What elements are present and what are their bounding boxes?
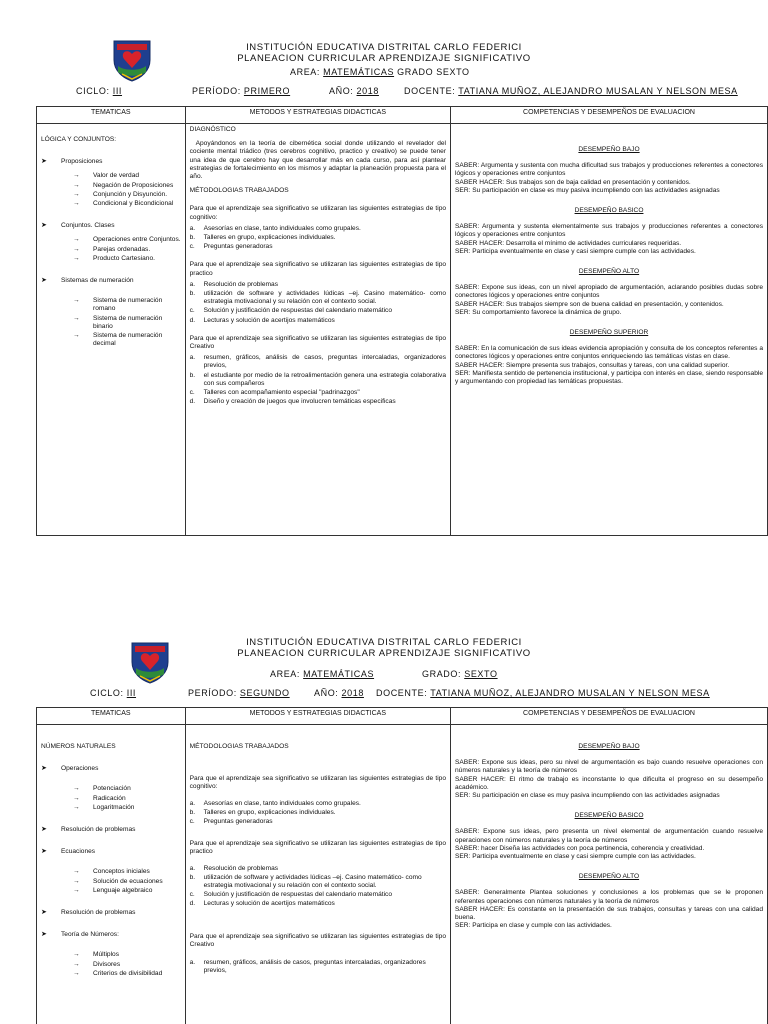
performance-line: SER: Su participación en clase es muy pasiva incumpliendo con las actividades asignadas [455,186,720,194]
performance-line: SER: Participa en clase y cumple con las actividades. [455,922,612,930]
area-row: AREA: MATEMÁTICAS [270,669,375,679]
metodos-cell [185,124,450,536]
strategy-item: a. resumen, gráficos, análisis de casos, preguntas intercaladas, organizadores previos, [189,959,426,975]
performance-title: DESEMPEÑO BASICO [574,812,644,820]
period-field: PERÍODO: PRIMERO [192,86,291,96]
topic-group: ➤ Resolución de problemas [41,826,181,834]
performance-line: SABER HACER: El ritmo de trabajo es inconstante lo que dificulta el progreso en su desempeño académico. [455,775,763,791]
strategy-item: c. Solución y justificación de respuestas del calendario matemático [189,891,393,899]
grade-value: GRADO SEXTO [397,67,470,77]
cycle-field: CICLO: III [90,688,137,698]
col-header-competencias: COMPETENCIAS Y DESEMPEÑOS DE EVALUACION [451,107,768,124]
strategy-item: a. resumen, gráficos, análisis de casos, preguntas intercaladas, organizadores previos, [189,354,447,370]
teacher-value: TATIANA MUÑOZ, ALEJANDRO MUSALAN Y NELSON MESA [458,86,738,96]
performance-line: SER: Su participación en clase es muy pasiva incumpliendo con las actividades asignadas [455,792,720,800]
year-field: AÑO: 2018 [314,688,364,698]
period-field: PERÍODO: SEGUNDO [188,688,290,698]
year-value: 2018 [341,688,364,698]
topic-item: → Negación de Proposiciones [73,182,181,190]
performance-line: SABER HACER: Desarrolla el mínimo de actividades curriculares requeridas. [455,239,682,247]
performance-line: SABER HACER: Siempre presenta sus trabajos, consultas y tareas, con una calidad superior. [455,361,730,369]
performance-line: SER: Su comportamiento favorece la dinámica de grupo. [455,308,622,316]
planning-page-2 [0,590,768,1024]
tematicas-cell [37,124,186,536]
topic-item: → Radicación [73,795,181,803]
performance-line: SER: Manifiesta sentido de pertenencia institucional, y participa con interés en clase, siendo responsable y argumentando con propiedad las temáticas propuestas. [455,369,763,386]
strategy-item: b. Talleres en grupo, explicaciones individuales. [189,808,336,816]
diagnostic-title: DIAGNÓSTICO [189,126,236,133]
plan-title: PLANEACION CURRICULAR APRENDIZAJE SIGNIFICATIVO [237,648,531,659]
topic-item: → Sistema de numeración decimal [73,332,181,348]
performance-line: SABER: En la comunicación de sus ideas evidencia apropiación y consulta de los conceptos referentes a conectores lógicos y operaciones entre conjuntos enriqueciendo las temáticas vistas en clase. [455,345,763,361]
topic-item: → Operaciones entre Conjuntos. [73,236,181,244]
strategy-intro: Para que el aprendizaje sea significativo se utilizaran las siguientes estrategias de tipo practico [189,261,447,277]
performance-title: DESEMPEÑO ALTO [578,268,640,276]
curriculum-table-2 [36,707,768,1024]
col-header-tematicas: TEMATICAS [37,107,186,124]
topic-item: → Criterios de divisibilidad [73,970,181,978]
topic-group: ➤ Operaciones → Potenciación → Radicación → Logaritmación [41,765,181,812]
performance-line: SER: Participa eventualmente en clase y casi siempre cumple con las actividades. [455,247,696,255]
strategy-item: d. Lecturas y solución de acertijos matemáticos [189,316,335,324]
col-header-competencias: COMPETENCIAS Y DESEMPEÑOS DE EVALUACION [451,708,768,725]
topic-item: → Divisores [73,961,181,969]
strategy-item: a. Asesorías en clase, tanto individuales como grupales. [189,799,361,807]
period-value: PRIMERO [243,86,291,96]
performance-title: DESEMPEÑO ALTO [578,873,640,881]
performance-line: SABER: Argumenta y sustenta elementalmente sus trabajos y producciones referentes a conectores lógicos y operaciones entre conjuntos [455,223,763,239]
performance-title: DESEMPEÑO BAJO [578,146,640,153]
strategy-item: c. Preguntas generadoras [189,818,273,826]
strategy-item: c. Preguntas generadoras [189,243,273,251]
performance-line: SABER: hacer Diseña las actividades con poca pertinencia, coherencia y creatividad. [455,844,705,852]
topic-item: → Conceptos iniciales [73,868,181,876]
strategy-item: a. Resolución de problemas [189,864,279,872]
strategy-item: d. Diseño y creación de juegos que involucren temáticas especificas [189,398,396,406]
performance-line: SABER: Expone sus ideas, pero presenta un nivel elemental de argumentación cuando resuelve operaciones con números naturales y la teoría de números [455,828,763,844]
performance-line: SABER HACER: Sus trabajos siempre son de buena calidad en presentación, y contenidos. [455,300,724,308]
area-value: MATEMÁTICAS [323,67,395,77]
performance-line: SABER HACER: Es constante en la presentación de sus trabajos, consultas y tareas con una calidad buena. [455,905,763,922]
topic-item: → Sistema de numeración romano [73,297,181,313]
topic-title: NÚMEROS NATURALES [41,743,116,750]
strategy-item: b. el estudiante por medio de la retroalimentación genera una estrategia colaborativa con sus compañeros [189,371,447,387]
topic-item: → Conjunción y Disyunción. [73,191,181,199]
topic-group: ➤ Conjuntos. Clases → Operaciones entre Conjuntos. → Parejas ordenadas. → Producto Cartesiano. [41,222,181,263]
topic-item: → Lenguaje algebraico [73,887,181,895]
topic-item: → Logaritmación [73,804,181,812]
topic-item: → Sistema de numeración binario [73,315,181,331]
strategy-intro: Para que el aprendizaje sea significativo se utilizaran las siguientes estrategias de tipo practico [189,840,447,856]
topic-group: ➤ Ecuaciones → Conceptos iniciales → Solución de ecuaciones → Lenguaje algebraico [41,848,181,895]
performance-line: SABER: Expone sus ideas, con un nivel apropiado de argumentación, aclarando posibles dudas sobre conectores lógicos y operaciones entre conjuntos [455,284,763,300]
cycle-value: III [126,688,137,698]
grade-field: GRADO: SEXTO [422,669,498,679]
institution-name: INSTITUCIÓN EDUCATIVA DISTRITAL CARLO FEDERICI [246,42,522,53]
teacher-field: DOCENTE: TATIANA MUÑOZ, ALEJANDRO MUSALAN Y NELSON MESA [376,688,710,698]
competencias-cell [451,725,768,1024]
strategy-item: a. Resolución de problemas [189,280,279,288]
competencias-cell [451,124,768,536]
teacher-field: DOCENTE: TATIANA MUÑOZ, ALEJANDRO MUSALAN Y NELSON MESA [404,86,738,96]
performance-line: SER: Participa eventualmente en clase y casi siempre cumple con las actividades. [455,853,696,861]
topic-item: → Condicional y Bicondicional [73,200,181,208]
topic-item: → Múltiplos [73,951,181,959]
col-header-metodos: METODOS Y ESTRATEGIAS DIDACTICAS [185,107,450,124]
strategy-item: b. utilización de software y actividades lúdicas –ej. Casino matemático- como estrategia motivacional y su relación con el contexto social. [189,290,447,306]
plan-title: PLANEACION CURRICULAR APRENDIZAJE SIGNIFICATIVO [237,53,531,64]
col-header-tematicas: TEMATICAS [37,708,186,725]
strategy-item: d. Lecturas y solución de acertijos matemáticos [189,900,335,908]
institution-name: INSTITUCIÓN EDUCATIVA DISTRITAL CARLO FEDERICI [246,637,522,648]
tematicas-cell [37,725,186,1024]
year-value: 2018 [356,86,379,96]
metodos-cell [185,725,450,1024]
cycle-field: CICLO: III [76,86,123,96]
topic-item: → Parejas ordenadas. [73,246,181,254]
performance-line: SABER: Generalmente Plantea soluciones y conclusiones a los problemas que se le proponen referentes operaciones con números naturales y la teoría de números [455,889,763,905]
col-header-metodos: METODOS Y ESTRATEGIAS DIDACTICAS [185,708,450,725]
strategy-intro: Para que el aprendizaje sea significativo se utilizaran las siguientes estrategias de tipo cognitivo: [189,205,447,221]
methodology-title: MÉTODOLOGIAS TRABAJADOS [189,743,289,750]
topic-group: ➤ Teoría de Números: → Múltiplos → Divisores → Criterios de divisibilidad [41,931,181,978]
strategy-intro: Para que el aprendizaje sea significativo se utilizaran las siguientes estrategias de tipo cognitivo: [189,775,447,791]
curriculum-table-1 [36,106,768,536]
strategy-item: a. Asesorías en clase, tanto individuales como grupales. [189,224,361,232]
period-value: SEGUNDO [239,688,290,698]
topic-item: → Potenciación [73,785,181,793]
performance-title: DESEMPEÑO BAJO [578,743,640,750]
performance-title: DESEMPEÑO SUPERIOR [569,329,649,337]
area-row: AREA: MATEMÁTICAS GRADO SEXTO [290,67,470,77]
performance-line: SABER: Argumenta y sustenta con mucha dificultad sus trabajos y producciones referentes a conectores lógicos y operaciones entre conjuntos [455,162,763,178]
strategy-intro: Para que el aprendizaje sea significativo se utilizaran las siguientes estrategias de tipo Creativo [189,932,447,948]
topic-title: LÓGICA Y CONJUNTOS: [41,136,117,143]
strategy-item: b. Talleres en grupo, explicaciones individuales. [189,234,336,242]
methodology-title: MÉTODOLOGIAS TRABAJADOS [189,187,289,195]
topic-group: ➤ Resolución de problemas [41,909,181,917]
strategy-intro: Para que el aprendizaje sea significativo se utilizaran las siguientes estrategias de tipo Creativo [189,334,447,351]
cycle-value: III [112,86,123,96]
topic-group: ➤ Sistemas de numeración → Sistema de numeración romano → Sistema de numeración binario → Sistema de numeración decimal [41,277,181,348]
performance-title: DESEMPEÑO BASICO [574,207,644,215]
teacher-value: TATIANA MUÑOZ, ALEJANDRO MUSALAN Y NELSON MESA [430,688,710,698]
strategy-item: c. Talleres con acompañamiento especial "padrinazgos" [189,389,360,397]
performance-line: SABER HACER: Sus trabajos son de baja calidad en presentación y contenidos. [455,178,691,186]
topic-item: → Producto Cartesiano. [73,255,181,263]
strategy-item: b. utilización de software y actividades lúdicas –ej. Casino matemático- como estrategia motivacional y su relación con el contexto social. [189,873,422,890]
year-field: AÑO: 2018 [329,86,379,96]
topic-item: → Valor de verdad [73,172,181,180]
performance-line: SABER: Expone sus ideas, pero su nivel de argumentación es bajo cuando resuelve operaciones con números naturales y la teoría de números [455,759,763,775]
topic-group: ➤ Proposiciones → Valor de verdad → Negación de Proposiciones → Conjunción y Disyunción. → Condicional y Bicondicional [41,158,181,208]
area-value: MATEMÁTICAS [303,669,375,679]
strategy-item: c. Solución y justificación de respuestas del calendario matemático [189,307,392,315]
topic-item: → Solución de ecuaciones [73,878,181,886]
grade-value: SEXTO [464,669,498,679]
diagnostic-text: Apoyándonos en la teoría de cibernética social donde utilizando el revelador del cociente mental triádico (tres cerebros cognitivo, practico y creativo) se puede tener una idea de que cerebro hay que desarrollar más en cada curso, para así plantear estrategias de fortalecimiento en los mismos y adaptar la planeación propuesta para el año. [189,140,447,181]
